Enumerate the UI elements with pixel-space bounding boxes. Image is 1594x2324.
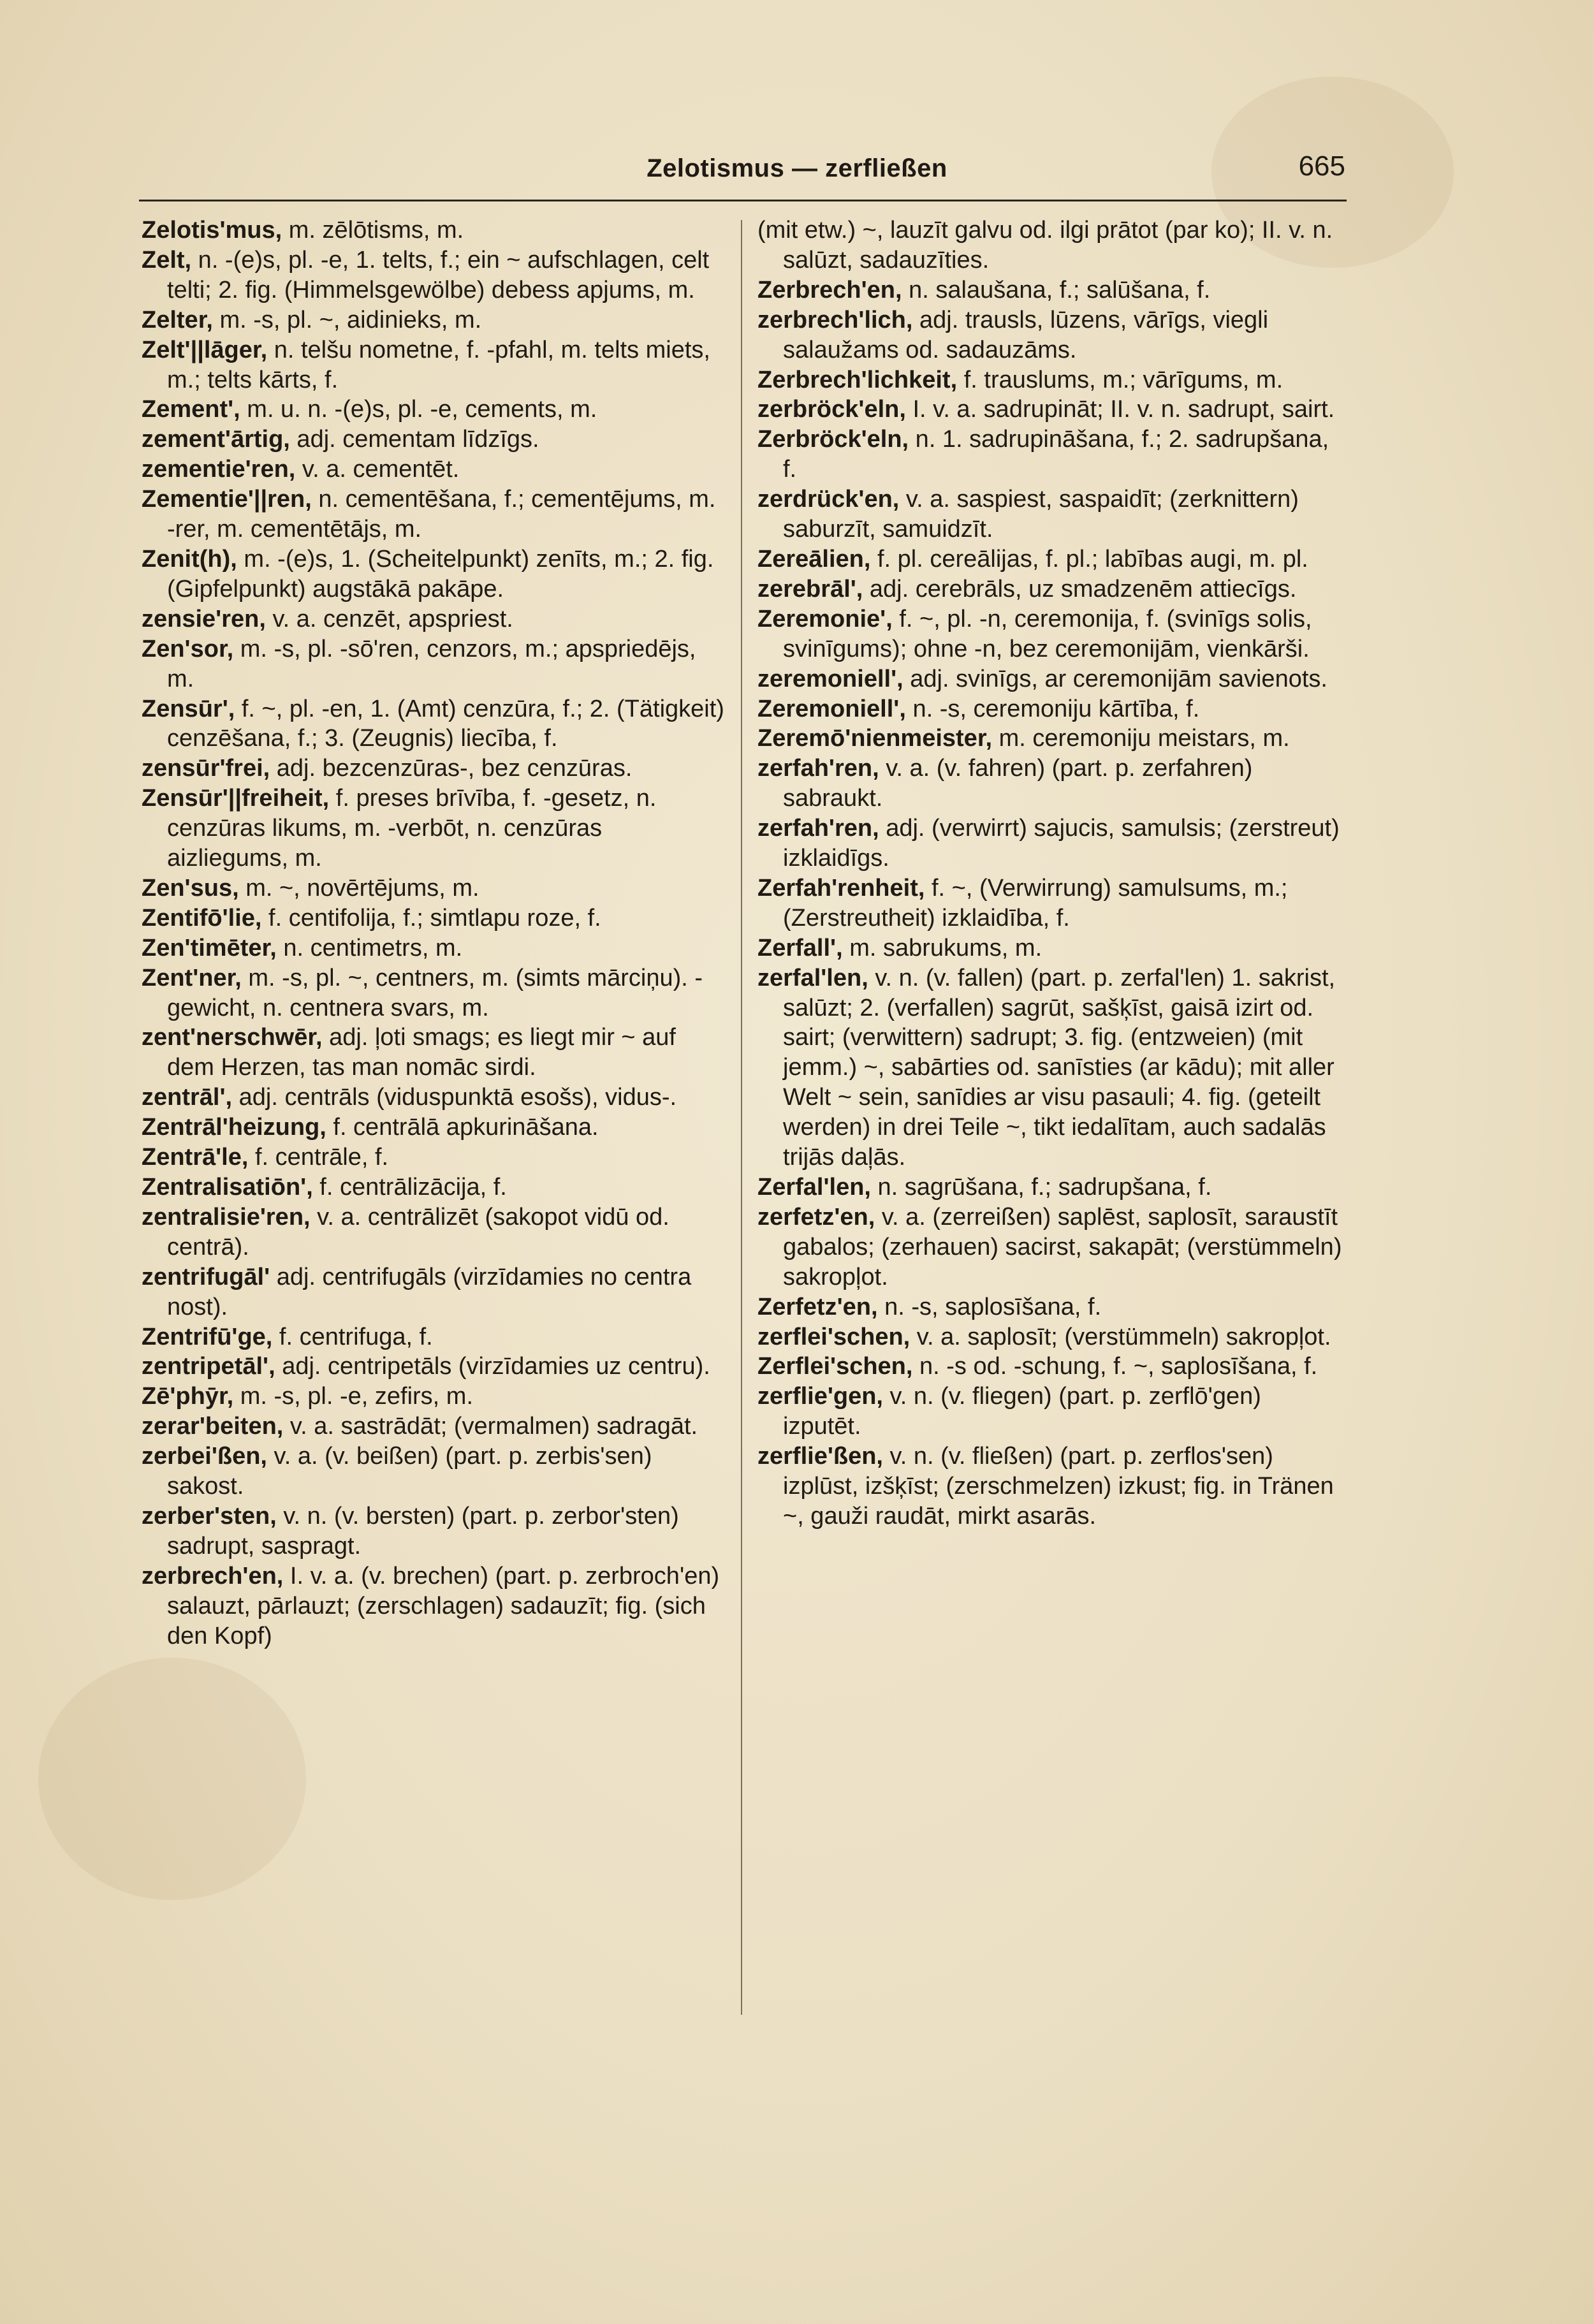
entry-definition: f. centrifuga, f. — [272, 1323, 433, 1350]
dictionary-entry — [142, 1083, 728, 1113]
entry-definition: v. a. sastrādāt; (vermalmen) sadragāt. — [283, 1413, 698, 1440]
entry-definition: m. -s, pl. ~, aidinieks, m. — [212, 306, 482, 333]
entry-definition: adj. (verwirrt) sajucis, samulsis; (zerstreut) izklaidīgs. — [783, 815, 1340, 872]
entry-definition: adj. bezcenzūras-, bez cenzūras. — [270, 755, 632, 782]
dictionary-entry — [142, 1173, 728, 1202]
entry-definition: adj. centrifugāls (virzīdamies no centra nost). — [167, 1263, 692, 1320]
dictionary-entry — [757, 305, 1344, 365]
left-column — [142, 216, 728, 1651]
entry-definition: n. -(e)s, pl. -e, 1. telts, f.; ein ~ aufschlagen, celt telti; 2. fig. (Himmelsgewölbe) debess apjums, m. — [167, 246, 710, 303]
entry-headword: zentralisie'ren, — [142, 1203, 311, 1231]
entry-headword: zentrifugāl' — [142, 1263, 270, 1290]
entry-headword: Zentrāl'heizung, — [142, 1114, 326, 1141]
column-divider — [741, 220, 742, 2015]
entry-definition: m. u. n. -(e)s, pl. -e, cements, m. — [240, 396, 597, 423]
dictionary-entry — [757, 814, 1344, 873]
entry-headword: zerbrech'lich, — [757, 306, 913, 333]
dictionary-entry — [142, 903, 728, 933]
entry-definition: v. a. cenzēt, apspriest. — [265, 605, 513, 632]
entry-headword: zerfah'ren, — [757, 815, 879, 842]
dictionary-entry — [142, 1412, 728, 1442]
header-rule — [139, 200, 1347, 201]
right-column — [757, 216, 1344, 1531]
dictionary-entry — [757, 604, 1344, 664]
dictionary-entry — [142, 425, 728, 455]
entry-definition: adj. cementam līdzīgs. — [289, 426, 539, 453]
entry-headword: Zen'timēter, — [142, 934, 277, 961]
entry-headword: zement'ārtig, — [142, 426, 290, 453]
dictionary-entry — [142, 1561, 728, 1651]
entry-definition: v. n. (v. bersten) (part. p. zerbor'sten) sadrupt, saspragt. — [167, 1502, 679, 1560]
entry-definition: v. a. (v. beißen) (part. p. zerbis'sen) sakost. — [167, 1443, 652, 1500]
entry-headword: Zementie'||ren, — [142, 486, 312, 513]
dictionary-entry — [142, 933, 728, 963]
entry-headword: Zentifō'lie, — [142, 904, 262, 932]
entry-definition: f. centrālā apkurināšana. — [326, 1114, 599, 1141]
dictionary-entry — [757, 485, 1344, 544]
entry-headword: Zensūr'||freiheit, — [142, 785, 330, 812]
entry-definition: (mit etw.) ~, lauzīt galvu od. ilgi prātot (par ko); II. v. n. salūzt, sadauzīties. — [757, 217, 1333, 274]
dictionary-entry — [757, 873, 1344, 933]
entry-definition: f. preses brīvība, f. -gesetz, n. cenzūras likums, m. -verbōt, n. cenzūras aizliegums, m. — [167, 785, 657, 872]
dictionary-entry — [142, 1143, 728, 1173]
dictionary-entry — [757, 664, 1344, 694]
dictionary-entry — [142, 1502, 728, 1561]
paper-stain — [38, 1658, 306, 1900]
dictionary-entry — [757, 933, 1344, 963]
dictionary-entry — [142, 216, 728, 245]
entry-definition: I. v. a. (v. brechen) (part. p. zerbroch'en) salauzt, pārlauzt; (zerschlagen) sadauzīt; fig. (sich den Kopf) — [167, 1562, 720, 1649]
dictionary-entry — [142, 634, 728, 694]
entry-definition: f. centifolija, f.; simtlapu roze, f. — [261, 904, 601, 932]
dictionary-entry — [757, 275, 1344, 305]
entry-headword: Zerbrech'en, — [757, 276, 902, 303]
entry-definition: f. pl. cereālijas, f. pl.; labības augi, m. pl. — [870, 545, 1308, 573]
dictionary-entry — [757, 1322, 1344, 1352]
entry-headword: Zē'phȳr, — [142, 1383, 234, 1410]
entry-headword: Zeremonie', — [757, 605, 893, 632]
dictionary-entry — [757, 365, 1344, 395]
entry-headword: zent'nerschwēr, — [142, 1024, 323, 1051]
entry-definition: m. -s, pl. -e, zefirs, m. — [233, 1383, 474, 1410]
dictionary-entry — [142, 395, 728, 425]
entry-headword: Zeremō'nienmeister, — [757, 725, 993, 752]
dictionary-entry — [142, 245, 728, 305]
entry-headword: zerfah'ren, — [757, 755, 879, 782]
dictionary-entry — [142, 1113, 728, 1143]
entry-definition: n. centimetrs, m. — [276, 934, 463, 961]
dictionary-entry — [142, 1023, 728, 1083]
entry-headword: zentripetāl', — [142, 1353, 275, 1380]
entry-headword: Zelt'||lāger, — [142, 336, 268, 363]
dictionary-entry — [142, 963, 728, 1023]
entry-headword: zerfetz'en, — [757, 1203, 875, 1231]
dictionary-entry — [142, 784, 728, 873]
entry-definition: n. 1. sadrupināšana, f.; 2. sadrupšana, f. — [783, 426, 1329, 483]
entry-definition: adj. trausls, lūzens, vārīgs, viegli salaužams od. sadauzāms. — [783, 306, 1269, 363]
dictionary-entry — [757, 724, 1344, 754]
dictionary-entry — [142, 873, 728, 903]
dictionary-entry — [142, 305, 728, 335]
entry-definition: f. trauslums, m.; vārīgums, m. — [957, 366, 1283, 393]
entry-headword: zementie'ren, — [142, 456, 296, 483]
entry-headword: Zenit(h), — [142, 545, 237, 573]
entry-headword: Zerfal'len, — [757, 1174, 871, 1201]
entry-headword: Zensūr', — [142, 695, 235, 722]
entry-definition: adj. centripetāls (virzīdamies uz centru). — [275, 1353, 710, 1380]
dictionary-entry — [757, 1173, 1344, 1202]
entry-headword: zerar'beiten, — [142, 1413, 284, 1440]
entry-headword: Zelotis'mus, — [142, 217, 282, 244]
entry-definition: m. zēlōtisms, m. — [282, 217, 464, 244]
dictionary-entry — [142, 754, 728, 784]
entry-definition: m. ceremoniju meistars, m. — [992, 725, 1290, 752]
dictionary-entry — [757, 1292, 1344, 1322]
entry-definition: n. -s od. -schung, f. ~, saplosīšana, f. — [912, 1353, 1318, 1380]
entry-headword: Zen'sor, — [142, 635, 234, 662]
entry-definition: n. -s, ceremoniju kārtība, f. — [905, 695, 1200, 722]
dictionary-entry — [142, 455, 728, 485]
entry-headword: Zentrifū'ge, — [142, 1323, 273, 1350]
entry-headword: zeremoniell', — [757, 665, 903, 692]
entry-definition: v. a. saspiest, saspaidīt; (zerknittern) saburzīt, samuidzīt. — [783, 486, 1299, 543]
entry-headword: Zereālien, — [757, 545, 871, 573]
dictionary-entry — [757, 963, 1344, 1173]
entry-headword: Zentralisatiōn', — [142, 1174, 313, 1201]
entry-definition: adj. centrāls (viduspunktā esošs), vidus-. — [232, 1084, 677, 1111]
dictionary-entry — [757, 1442, 1344, 1531]
entry-headword: Zerbröck'eln, — [757, 426, 909, 453]
dictionary-entry — [142, 1262, 728, 1322]
entry-definition: I. v. a. sadrupināt; II. v. n. sadrupt, sairt. — [905, 396, 1335, 423]
entry-definition: v. a. cementēt. — [295, 456, 460, 483]
entry-definition: m. -s, pl. ~, centners, m. (simts mārciņu). -gewicht, n. centnera svars, m. — [167, 964, 703, 1021]
dictionary-entry — [142, 1202, 728, 1262]
dictionary-entry — [757, 544, 1344, 574]
entry-headword: zerdrück'en, — [757, 486, 900, 513]
running-header: Zelotismus — zerfließen — [647, 154, 947, 182]
dictionary-entry — [757, 216, 1344, 275]
dictionary-entry — [142, 1442, 728, 1502]
dictionary-entry — [757, 754, 1344, 814]
entry-definition: f. ~, pl. -n, ceremonija, f. (svinīgs solis, svinīgums); ohne -n, bez ceremonijām, vienkārši. — [783, 605, 1312, 662]
entry-headword: zentrāl', — [142, 1084, 233, 1111]
entry-headword: Zerfah'renheit, — [757, 874, 925, 902]
dictionary-entry — [142, 1352, 728, 1382]
entry-definition: m. sabrukums, m. — [842, 934, 1042, 961]
entry-definition: v. n. (v. fliegen) (part. p. zerflō'gen) izputēt. — [783, 1383, 1261, 1440]
entry-definition: adj. svinīgs, ar ceremonijām savienots. — [903, 665, 1327, 692]
dictionary-entry — [757, 694, 1344, 724]
dictionary-entry — [142, 1382, 728, 1412]
entry-headword: zensūr'frei, — [142, 755, 270, 782]
entry-headword: zerflie'gen, — [757, 1383, 883, 1410]
entry-definition: v. a. centrālizēt (sakopot vidū od. centrā). — [167, 1203, 669, 1261]
dictionary-entry — [757, 395, 1344, 425]
entry-headword: Zen'sus, — [142, 874, 239, 902]
entry-headword: Zerfetz'en, — [757, 1293, 878, 1320]
entry-headword: Zelter, — [142, 306, 213, 333]
entry-headword: zerber'sten, — [142, 1502, 277, 1530]
entry-headword: zensie'ren, — [142, 605, 266, 632]
entry-definition: f. ~, pl. -en, 1. (Amt) cenzūra, f.; 2. (Tätigkeit) cenzēšana, f.; 3. (Zeugnis) liecība, f. — [167, 695, 724, 752]
entry-definition: adj. cerebrāls, uz smadzenēm attiecīgs. — [863, 575, 1297, 603]
dictionary-entry — [757, 425, 1344, 485]
dictionary-entry — [757, 1352, 1344, 1382]
entry-definition: n. salaušana, f.; salūšana, f. — [902, 276, 1211, 303]
entry-headword: Zement', — [142, 396, 240, 423]
dictionary-entry — [757, 574, 1344, 604]
entry-headword: zerbei'ßen, — [142, 1443, 267, 1470]
entry-headword: Zentrā'le, — [142, 1144, 249, 1171]
dictionary-entry — [142, 604, 728, 634]
entry-definition: v. n. (v. fließen) (part. p. zerflos'sen) izplūst, izšķīst; (zerschmelzen) izkust; fig. in Tränen ~, gauži raudāt, mirkt asarās. — [783, 1443, 1334, 1530]
entry-definition: m. -s, pl. -sō'ren, cenzors, m.; apspriedējs, m. — [167, 635, 696, 692]
entry-definition: v. a. (v. fahren) (part. p. zerfahren) sabraukt. — [783, 755, 1253, 812]
entry-headword: Zerflei'schen, — [757, 1353, 913, 1380]
entry-headword: Zerbrech'lichkeit, — [757, 366, 958, 393]
entry-headword: zerfal'len, — [757, 964, 868, 991]
entry-definition: m. ~, novērtējums, m. — [238, 874, 479, 902]
dictionary-entry — [757, 1202, 1344, 1292]
entry-definition: n. cementēšana, f.; cementējums, m. -rer, m. cementētājs, m. — [167, 486, 716, 543]
entry-headword: zerebrāl', — [757, 575, 863, 603]
entry-headword: zerflie'ßen, — [757, 1443, 883, 1470]
entry-headword: Zent'ner, — [142, 964, 242, 991]
entry-definition: n. sagrūšana, f.; sadrupšana, f. — [870, 1174, 1212, 1201]
entry-headword: zerbrech'en, — [142, 1562, 284, 1590]
entry-headword: zerbröck'eln, — [757, 396, 906, 423]
dictionary-entry — [757, 1382, 1344, 1442]
entry-definition: v. a. saplosīt; (verstümmeln) sakropļot. — [910, 1323, 1331, 1350]
entry-definition: n. telšu nometne, f. -pfahl, m. telts miets, m.; telts kārts, f. — [167, 336, 710, 393]
entry-definition: f. ~, (Verwirrung) samulsums, m.; (Zerstreutheit) izklaidība, f. — [783, 874, 1288, 932]
entry-definition: v. a. (zerreißen) saplēst, saplosīt, saraustīt gabalos; (zerhauen) sacirst, sakapāt; (verstümmeln) sakropļot. — [783, 1203, 1342, 1290]
entry-definition: adj. ļoti smags; es liegt mir ~ auf dem Herzen, tas man nomāc sirdi. — [167, 1024, 676, 1081]
entry-definition: f. centrālizācija, f. — [312, 1174, 507, 1201]
entry-definition: v. n. (v. fallen) (part. p. zerfal'len) 1. sakrist, salūzt; 2. (verfallen) sagrūt, sašķīst, gaisā izirt od. sairt; (verwittern) sadrupt; 3. fig. (entzweien) (mit jemm.) ~, sabārties od. sanīsties (ar kādu); mit aller Welt ~ sein, sanīdies ar visu pasauli; 4. fig. (geteilt werden) in drei Teile ~, tikt iedalītam, auch sadalās trijās daļās. — [783, 964, 1336, 1171]
entry-headword: Zerfall', — [757, 934, 843, 961]
entry-definition: n. -s, saplosīšana, f. — [877, 1293, 1102, 1320]
dictionary-entry — [142, 335, 728, 395]
entry-headword: zerflei'schen, — [757, 1323, 910, 1350]
entry-definition: m. -(e)s, 1. (Scheitelpunkt) zenīts, m.; 2. fig. (Gipfelpunkt) augstākā pakāpe. — [167, 545, 714, 603]
dictionary-entry — [142, 694, 728, 754]
dictionary-entry — [142, 485, 728, 544]
page-number: 665 — [1298, 150, 1345, 182]
dictionary-entry — [142, 544, 728, 604]
dictionary-entry — [142, 1322, 728, 1352]
entry-definition: f. centrāle, f. — [248, 1144, 389, 1171]
entry-headword: Zeremoniell', — [757, 695, 906, 722]
entry-headword: Zelt, — [142, 246, 192, 274]
